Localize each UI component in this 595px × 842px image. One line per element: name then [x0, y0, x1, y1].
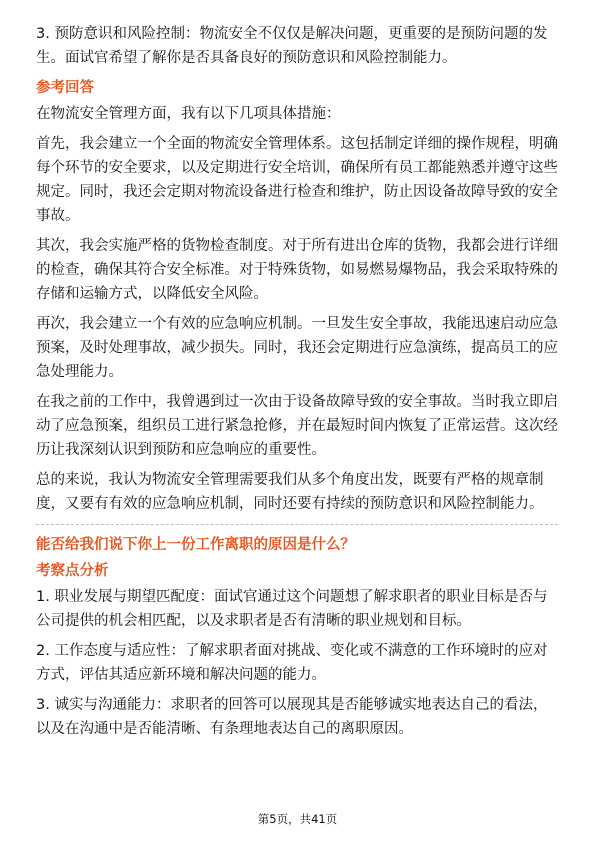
- section-divider: [36, 524, 558, 525]
- analysis-point: 2. 工作态度与适应性：了解求职者面对挑战、变化或不满意的工作环境时的应对方式，评估其适应新环境和解决问题的能力。: [36, 643, 548, 683]
- answer-paragraph: 在我之前的工作中，我曾遇到过一次由于设备故障导致的安全事故。当时我立即启动了应急预案，组织员工进行紧急抢修，并在最短时间内恢复了正常运营。这次经历让我深刻认识到预防和应急响应的重要性。: [36, 394, 558, 458]
- analysis-point: 3. 诚实与沟通能力：求职者的回答可以展现其是否能够诚实地表达自己的看法，以及在沟通中是否能清晰、有条理地表达自己的离职原因。: [36, 697, 548, 737]
- analysis-heading: 考察点分析: [36, 563, 109, 579]
- page-number: 第5页，共41页: [257, 812, 338, 826]
- answer-paragraph: 在物流安全管理方面，我有以下几项具体措施：: [36, 106, 341, 122]
- answer-paragraph: 再次，我会建立一个有效的应急响应机制。一旦发生安全事故，我能迅速启动应急预案，及时处理事故，减少损失。同时，我还会定期进行应急演练，提高员工的应急处理能力。: [36, 316, 558, 380]
- answer-heading: 参考回答: [36, 80, 94, 96]
- document-body: [36, 22, 558, 747]
- analysis-point: 1. 职业发展与期望匹配度：面试官通过这个问题想了解求职者的职业目标是否与公司提供的机会相匹配，以及求职者是否有清晰的职业规划和目标。: [36, 589, 548, 629]
- intro-point-3: 3. 预防意识和风险控制：物流安全不仅仅是解决问题，更重要的是预防问题的发生。面试官希望了解你是否具备良好的预防意识和风险控制能力。: [36, 26, 548, 66]
- question-title: 能否给我们说下你上一份工作离职的原因是什么？: [36, 537, 355, 553]
- answer-paragraph: 其次，我会实施严格的货物检查制度。对于所有进出仓库的货物，我都会进行详细的检查，确保其符合安全标准。对于特殊货物，如易燃易爆物品，我会采取特殊的存储和运输方式，以降低安全风险。: [36, 238, 558, 302]
- answer-paragraph: 总的来说，我认为物流安全管理需要我们从多个角度出发，既要有严格的规章制度，又要有有效的应急响应机制，同时还要有持续的预防意识和风险控制能力。: [36, 472, 544, 512]
- answer-paragraph: 首先，我会建立一个全面的物流安全管理体系。这包括制定详细的操作规程，明确每个环节的安全要求，以及定期进行安全培训，确保所有员工都能熟悉并遵守这些规定。同时，我还会定期对物流设备进行检查和维护，防止因设备故障导致的安全事故。: [36, 136, 558, 224]
